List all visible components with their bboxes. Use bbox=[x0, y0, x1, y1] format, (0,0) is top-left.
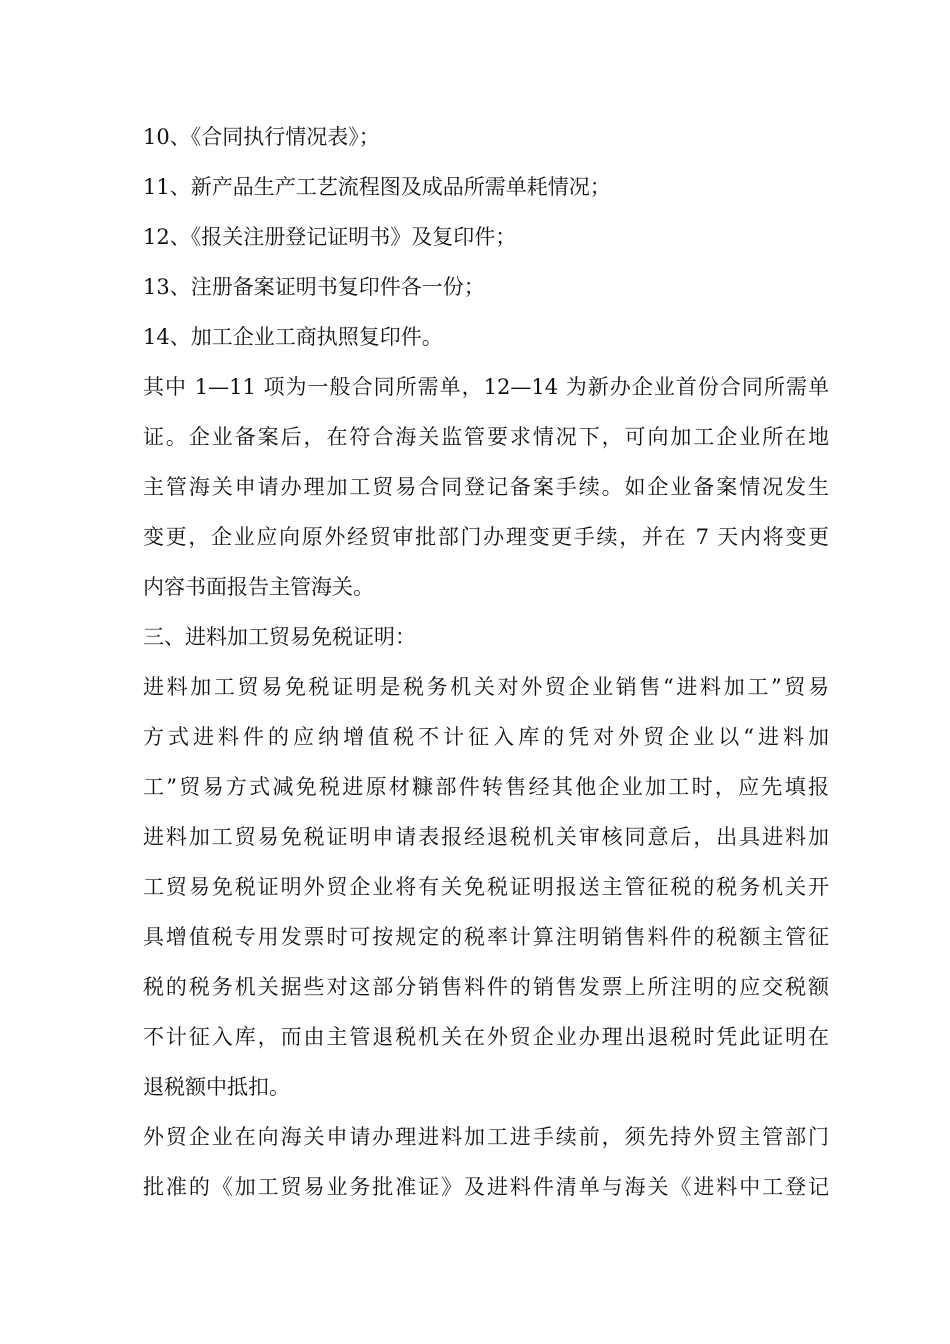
list-item-11: 11、新产品生产工艺流程图及成品所需单耗情况； bbox=[143, 175, 611, 199]
paragraph-line: 变更，企业应向原外经贸审批部门办理变更手续，并在 7 天内将变更 bbox=[143, 525, 829, 549]
paragraph-line: 进料加工贸易免税证明申请表报经退税机关审核同意后，出具进料加 bbox=[143, 825, 829, 849]
paragraph-line: 外贸企业在向海关申请办理进料加工进手续前，须先持外贸主管部门 bbox=[143, 1125, 829, 1149]
paragraph-line: 内容书面报告主管海关。 bbox=[143, 575, 374, 599]
paragraph-line: 工”贸易方式减免税进原材糠部件转售经其他企业加工时，应先填报 bbox=[143, 775, 829, 799]
paragraph-line: 主管海关申请办理加工贸易合同登记备案手续。如企业备案情况发生 bbox=[143, 475, 829, 499]
paragraph-line: 方式进料件的应纳增值税不计征入库的凭对外贸企业以“进料加 bbox=[143, 725, 829, 749]
paragraph-line: 进料加工贸易免税证明是税务机关对外贸企业销售“进料加工”贸易 bbox=[143, 675, 829, 699]
list-item-13: 13、注册备案证明书复印件各一份； bbox=[143, 275, 485, 299]
paragraph-line: 不计征入库，而由主管退税机关在外贸企业办理出退税时凭此证明在 bbox=[143, 1025, 829, 1049]
section-heading: 三、进料加工贸易免税证明： bbox=[143, 625, 416, 649]
list-item-12: 12、《报关注册登记证明书》及复印件； bbox=[143, 225, 517, 249]
list-item-14: 14、加工企业工商执照复印件。 bbox=[143, 325, 443, 349]
paragraph-line: 批准的《加工贸易业务批准证》及进料件清单与海关《进料中工登记 bbox=[143, 1175, 829, 1199]
paragraph-line: 其中 1—11 项为一般合同所需单，12—14 为新办企业首份合同所需单 bbox=[143, 375, 829, 399]
paragraph-line: 工贸易免税证明外贸企业将有关免税证明报送主管征税的税务机关开 bbox=[143, 875, 829, 899]
paragraph-line: 证。企业备案后，在符合海关监管要求情况下，可向加工企业所在地 bbox=[143, 425, 829, 449]
paragraph-line: 具增值税专用发票时可按规定的税率计算注明销售料件的税额主管征 bbox=[143, 925, 829, 949]
paragraph-line: 退税额中抵扣。 bbox=[143, 1075, 290, 1099]
list-item-10: 10、《合同执行情况表》； bbox=[143, 125, 380, 149]
paragraph-line: 税的税务机关据些对这部分销售料件的销售发票上所注明的应交税额 bbox=[143, 975, 829, 999]
